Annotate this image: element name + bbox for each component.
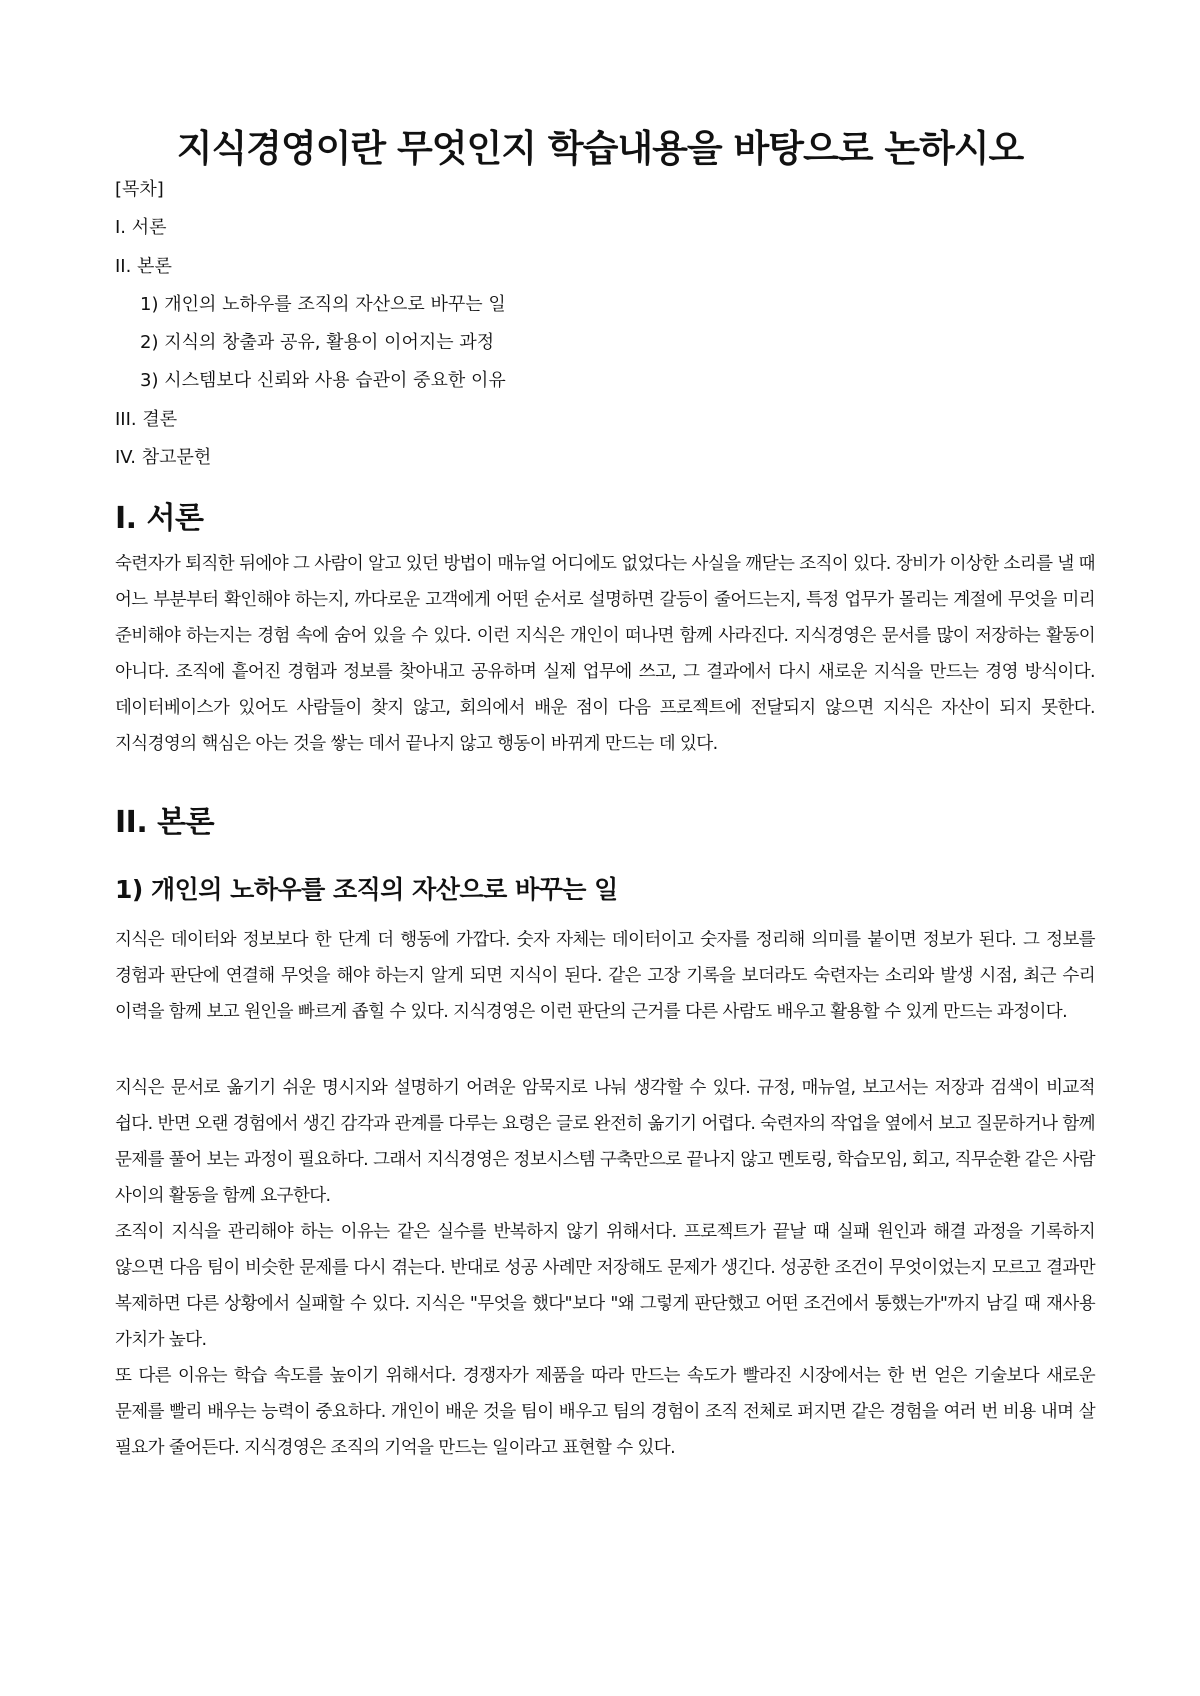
toc-item: 3) 시스템보다 신뢰와 사용 습관이 중요한 이유 [140,370,506,391]
section-heading-body: II. 본론 [115,805,215,840]
toc-item: 1) 개인의 노하우를 조직의 자산으로 바꾸는 일 [140,294,506,315]
body-paragraph: 지식은 문서로 옮기기 쉬운 명시지와 설명하기 어려운 암묵지로 나눠 생각할 수 있다. 규정, 매뉴얼, 보고서는 저장과 검색이 비교적 쉽다. 반면 오랜 경험에서 생긴 감각과 관계를 다루는 요령은 글로 완전히 옮기기 어렵다. 숙련자의 작업을 옆에서 보고 질문하거나 함께 문제를 풀어 보는 과정이 필요하다. 그래서 지식경영은 정보시스템 구축만으로 끝나지 않고 멘토링, 학습모임, 회고, 직무순환 같은 사람 사이의 활동을 함께 요구한다. [115,1078,1095,1206]
section-heading-introduction: I. 서론 [115,501,204,536]
toc-heading: [목차] [115,179,164,200]
subsection-heading-1: 1) 개인의 노하우를 조직의 자산으로 바꾸는 일 [115,875,618,904]
body-paragraph: 지식은 데이터와 정보보다 한 단계 더 행동에 가깝다. 숫자 자체는 데이터이고 숫자를 정리해 의미를 붙이면 정보가 된다. 그 정보를 경험과 판단에 연결해 무엇을 해야 하는지 알게 되면 지식이 된다. 같은 고장 기록을 보더라도 숙련자는 소리와 발생 시점, 최근 수리 이력을 함께 보고 원인을 빠르게 좁힐 수 있다. 지식경영은 이런 판단의 근거를 다른 사람도 배우고 활용할 수 있게 만드는 과정이다. [115,930,1095,1022]
body-paragraph: 조직이 지식을 관리해야 하는 이유는 같은 실수를 반복하지 않기 위해서다. 프로젝트가 끝날 때 실패 원인과 해결 과정을 기록하지 않으면 다음 팀이 비슷한 문제를 다시 겪는다. 반대로 성공 사례만 저장해도 문제가 생긴다. 성공한 조건이 무엇이었는지 모르고 결과만 복제하면 다른 상황에서 실패할 수 있다. 지식은 "무엇을 했다"보다 "왜 그렇게 판단했고 어떤 조건에서 통했는가"까지 남길 때 재사용 가치가 높다. [115,1222,1095,1350]
toc-item: I. 서론 [115,217,167,238]
introduction-paragraph: 숙련자가 퇴직한 뒤에야 그 사람이 알고 있던 방법이 매뉴얼 어디에도 없었다는 사실을 깨닫는 조직이 있다. 장비가 이상한 소리를 낼 때 어느 부분부터 확인해야 하는지, 까다로운 고객에게 어떤 순서로 설명하면 갈등이 줄어드는지, 특정 업무가 몰리는 계절에 무엇을 미리 준비해야 하는지는 경험 속에 숨어 있을 수 있다. 이런 지식은 개인이 떠나면 함께 사라진다. 지식경영은 문서를 많이 저장하는 활동이 아니다. 조직에 흩어진 경험과 정보를 찾아내고 공유하며 실제 업무에 쓰고, 그 결과에서 다시 새로운 지식을 만드는 경영 방식이다. 데이터베이스가 있어도 사람들이 찾지 않고, 회의에서 배운 점이 다음 프로젝트에 전달되지 않으면 지식은 자산이 되지 못한다. 지식경영의 핵심은 아는 것을 쌓는 데서 끝나지 않고 행동이 바뀌게 만드는 데 있다. [115,554,1095,754]
toc-item: III. 결론 [115,409,178,430]
document-title: 지식경영이란 무엇인지 학습내용을 바탕으로 논하시오 [176,127,1024,170]
body-paragraph: 또 다른 이유는 학습 속도를 높이기 위해서다. 경쟁자가 제품을 따라 만드는 속도가 빨라진 시장에서는 한 번 얻은 기술보다 새로운 문제를 빨리 배우는 능력이 중요하다. 개인이 배운 것을 팀이 배우고 팀의 경험이 조직 전체로 퍼지면 같은 경험을 여러 번 비용 내며 살 필요가 줄어든다. 지식경영은 조직의 기억을 만드는 일이라고 표현할 수 있다. [115,1366,1095,1458]
toc-item: 2) 지식의 창출과 공유, 활용이 이어지는 과정 [140,332,495,353]
toc-item: II. 본론 [115,256,172,277]
toc-item: IV. 참고문헌 [115,447,212,468]
